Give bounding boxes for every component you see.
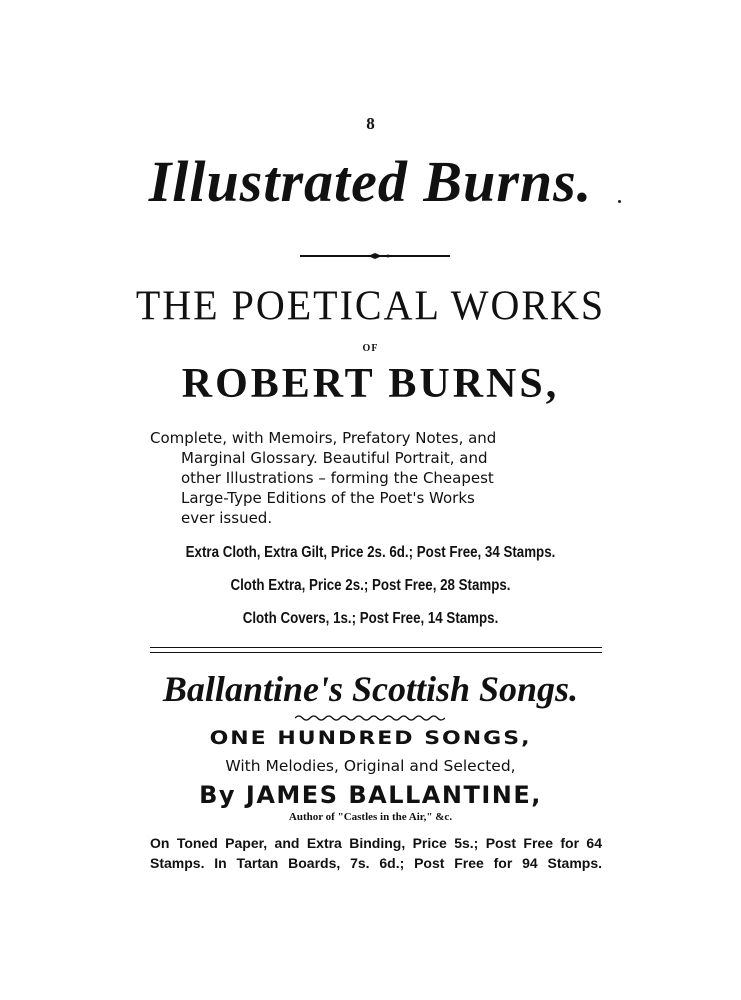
page-number: 8 — [366, 114, 375, 133]
title-scottish-songs: Ballantine's Scottish Songs. — [162, 669, 579, 709]
of-label: OF — [362, 343, 379, 354]
price-line-extra-cloth: Extra Cloth, Extra Gilt, Price 2s. 6d.; Post Free, 34 Stamps. — [185, 544, 556, 561]
songs-price-line: On Toned Paper, and Extra Binding, Price 5s.; Post Free for 64 — [150, 835, 602, 851]
price-line-cloth-covers: Cloth Covers, 1s.; Post Free, 14 Stamps. — [242, 610, 499, 627]
heading-poetical-works: THE POETICAL WORKS — [135, 281, 606, 330]
wavy-divider — [295, 714, 445, 722]
description-paragraph — [150, 428, 600, 528]
title-illustrated-burns: Illustrated Burns. — [148, 149, 593, 214]
author-robert-burns: ROBERT BURNS, — [181, 361, 560, 407]
composer-james-ballantine: By JAMES BALLANTINE, — [199, 781, 542, 809]
subheading-melodies: With Melodies, Original and Selected, — [225, 757, 516, 775]
description-line: Complete, with Memoirs, Prefatory Notes, and — [150, 429, 497, 447]
songs-price-line: Stamps. In Tartan Boards, 7s. 6d.; Post Free for 94 Stamps. — [150, 855, 602, 871]
print-speck — [618, 200, 621, 203]
double-rule-bottom — [150, 652, 602, 653]
description-line: Large-Type Editions of the Poet's Works — [181, 489, 475, 507]
double-rule-top — [150, 647, 602, 648]
author-of-note: Author of "Castles in the Air," &c. — [288, 811, 453, 823]
description-line: other Illustrations – forming the Cheapest — [181, 469, 494, 487]
heading-one-hundred-songs: ONE HUNDRED SONGS, — [209, 727, 532, 750]
description-line: ever issued. — [181, 509, 273, 527]
price-line-cloth-extra: Cloth Extra, Price 2s.; Post Free, 28 Stamps. — [230, 577, 511, 594]
ornamental-divider — [300, 253, 450, 259]
description-line: Marginal Glossary. Beautiful Portrait, and — [181, 449, 488, 467]
